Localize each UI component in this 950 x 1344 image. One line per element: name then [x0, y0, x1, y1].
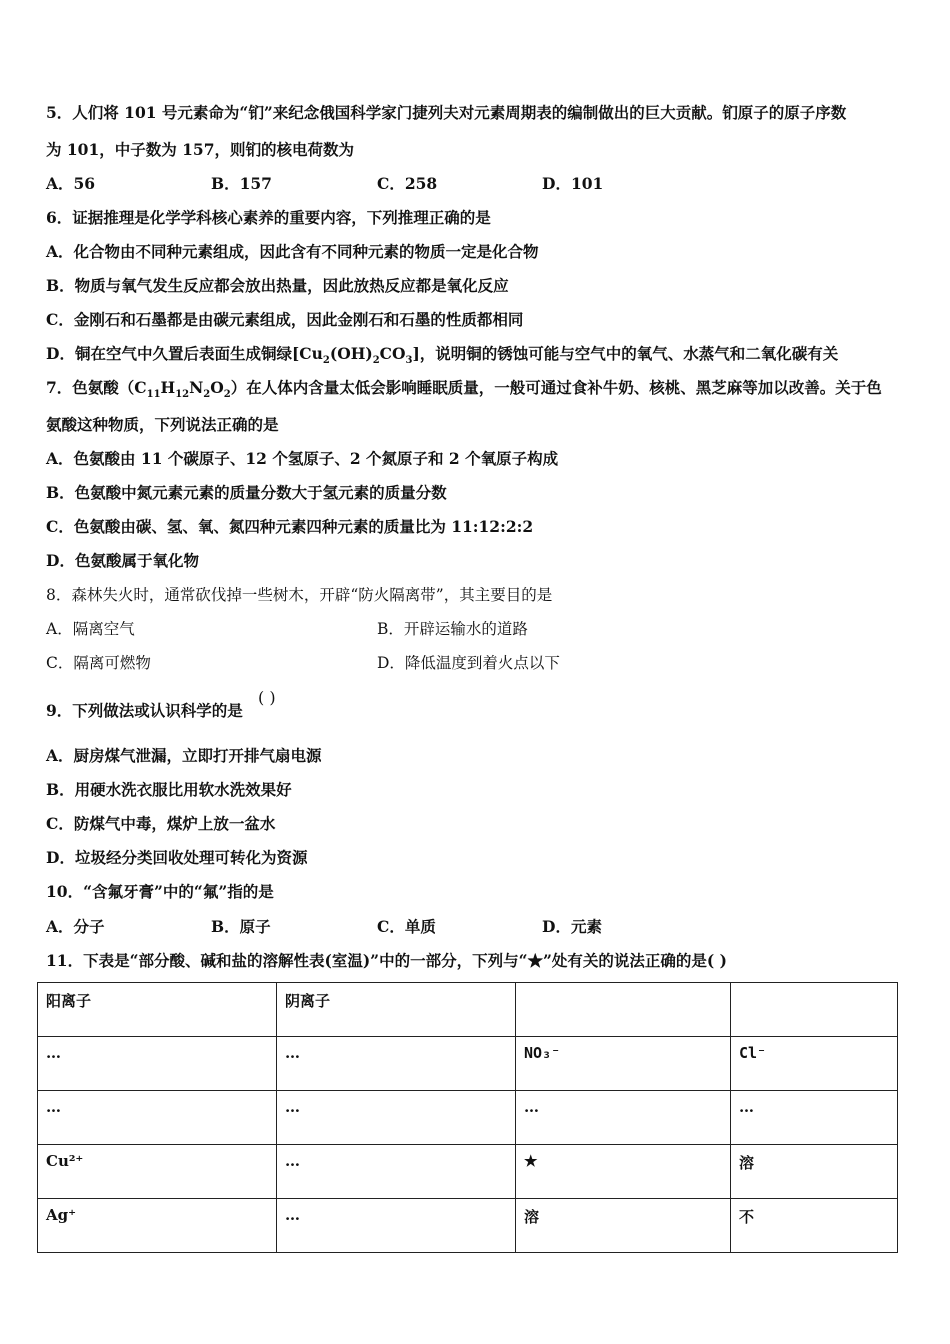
q5-option-a: A．56: [46, 174, 96, 193]
anion-nitrate: NO₃⁻: [516, 1037, 731, 1091]
q11-stem: 11．下表是“部分酸、碱和盐的溶解性表(室温)”中的一部分，下列与“★”处有关的说法正确的是( ): [46, 951, 727, 970]
q6-option-c: C．金刚石和石墨都是由碳元素组成，因此金刚石和石墨的性质都相同: [46, 310, 524, 329]
q7-l1-post: ）在人体内含量太低会影响睡眠质量，一般可通过食补牛奶、核桃、黑芝麻等加以改善。关于色: [230, 378, 882, 397]
q7-l1-pre: 7．色氨酸（C: [46, 378, 147, 397]
solubility-table: [37, 982, 898, 1253]
table-row: [38, 1037, 898, 1091]
q9-option-b: B．用硬水洗衣服比用软水洗效果好: [46, 780, 292, 799]
q6-option-d: [46, 344, 838, 371]
header-blank-4: [731, 983, 898, 1037]
q6-stem: 6．证据推理是化学学科核心素养的重要内容，下列推理正确的是: [46, 208, 491, 227]
q7-n: N: [189, 378, 204, 397]
header-anion: 阴离子: [277, 983, 516, 1037]
q7-option-c: C．色氨酸由碳、氢、氧、氮四种元素四种元素的质量比为 11:12:2:2: [46, 517, 534, 536]
table-row: [38, 1145, 898, 1199]
anion-chloride: Cl⁻: [731, 1037, 898, 1091]
q7-sub-c: 11: [146, 389, 161, 401]
q6-d-sub2: 2: [372, 355, 380, 367]
q7-stem-line2: 氨酸这种物质，下列说法正确的是: [46, 415, 279, 434]
q8-stem: 8．森林失火时，通常砍伐掉一些树木，开辟“防火隔离带”，其主要目的是: [46, 586, 553, 604]
q7-sub-o: 2: [223, 389, 231, 401]
table-cell: …: [38, 1037, 277, 1091]
table-cell: …: [277, 1037, 516, 1091]
q9-option-c: C．防煤气中毒，煤炉上放一盆水: [46, 814, 276, 833]
table-row: [38, 1091, 898, 1145]
table-cell: …: [277, 1091, 516, 1145]
q6-d-sub1: 2: [322, 355, 330, 367]
q5-option-d: D．101: [542, 174, 604, 193]
q7-option-d: D．色氨酸属于氧化物: [46, 551, 199, 570]
header-blank-3: [516, 983, 731, 1037]
table-cell: …: [731, 1091, 898, 1145]
q6-d-post: CO: [379, 344, 406, 363]
table-cell: 溶: [516, 1199, 731, 1253]
table-cell: …: [277, 1145, 516, 1199]
q10-option-d: D．元素: [542, 917, 602, 936]
table-cell: 不: [731, 1199, 898, 1253]
table-cell: …: [38, 1091, 277, 1145]
q6-d-sub3: 3: [405, 355, 413, 367]
q7-option-a: A．色氨酸由 11 个碳原子、12 个氢原子、2 个氮原子和 2 个氧原子构成: [46, 449, 559, 468]
q10-option-a: A．分子: [46, 917, 105, 936]
q9-option-a: A．厨房煤气泄漏，立即打开排气扇电源: [46, 746, 322, 765]
q5-stem-line2: 为 101，中子数为 157，则钔的核电荷数为: [46, 140, 355, 159]
table-row: [38, 1199, 898, 1253]
q6-option-b: B．物质与氧气发生反应都会放出热量，因此放热反应都是氧化反应: [46, 276, 509, 295]
q10-option-b: B．原子: [211, 917, 271, 936]
table-cell: 溶: [731, 1145, 898, 1199]
cation-silver: Ag⁺: [38, 1199, 277, 1253]
q5-option-b: B．157: [211, 174, 272, 193]
q7-option-b: B．色氨酸中氮元素元素的质量分数大于氢元素的质量分数: [46, 483, 447, 502]
q8-option-b: B．开辟运输水的道路: [377, 620, 528, 638]
q5-stem-line1: 5．人们将 101 号元素命为“钔”来纪念俄国科学家门捷列夫对元素周期表的编制做出的巨大贡献。钔原子的原子序数: [46, 103, 847, 122]
q7-stem-line1: [46, 378, 882, 405]
q6-option-a: A．化合物由不同种元素组成，因此含有不同种元素的物质一定是化合物: [46, 242, 539, 261]
q10-option-c: C．单质: [377, 917, 436, 936]
q7-o: O: [210, 378, 224, 397]
q7-h: H: [160, 378, 176, 397]
q10-stem: 10．“含氟牙膏”中的“氟”指的是: [46, 882, 274, 901]
q8-option-a: A．隔离空气: [46, 620, 135, 638]
q6-d-end: ]，说明铜的锈蚀可能与空气中的氧气、水蒸气和二氧化碳有关: [412, 344, 839, 363]
cation-copper: Cu²⁺: [38, 1145, 277, 1199]
star-cell: ★: [516, 1145, 731, 1199]
q8-option-d: D．降低温度到着火点以下: [377, 654, 560, 672]
q7-sub-n: 2: [203, 389, 211, 401]
q5-option-c: C．258: [377, 174, 438, 193]
q9-stem: 9．下列做法或认识科学的是: [46, 701, 243, 720]
table-header-row: [38, 983, 898, 1037]
header-cation: 阳离子: [38, 983, 277, 1037]
q7-sub-h: 12: [175, 389, 190, 401]
table-cell: …: [277, 1199, 516, 1253]
q9-option-d: D．垃圾经分类回收处理可转化为资源: [46, 848, 308, 867]
q6-d-mid: (OH): [329, 344, 373, 363]
q9-answer-paren: ( ): [258, 688, 276, 707]
q6-d-pre: D．铜在空气中久置后表面生成铜绿[Cu: [46, 344, 323, 363]
table-cell: …: [516, 1091, 731, 1145]
q8-option-c: C．隔离可燃物: [46, 654, 151, 672]
